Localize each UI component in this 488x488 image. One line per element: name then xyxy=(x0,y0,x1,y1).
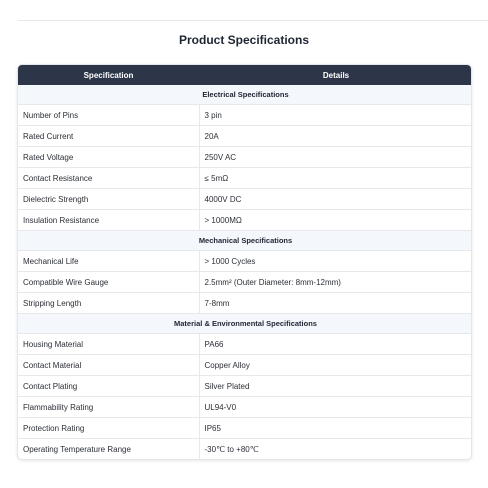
spec-name-cell: Flammability Rating xyxy=(18,397,199,418)
spec-value-cell: 4000V DC xyxy=(199,189,472,210)
header-specification: Specification xyxy=(18,65,199,85)
spec-name-cell: Mechanical Life xyxy=(18,251,199,272)
spec-name-cell: Housing Material xyxy=(18,334,199,355)
header-details: Details xyxy=(199,65,472,85)
top-divider xyxy=(18,20,488,21)
spec-value-cell: UL94-V0 xyxy=(199,397,472,418)
spec-name-cell: Rated Voltage xyxy=(18,147,199,168)
table-row xyxy=(18,210,472,231)
spec-name-cell: Contact Resistance xyxy=(18,168,199,189)
table-row xyxy=(18,189,472,210)
page-title: Product Specifications xyxy=(178,33,310,47)
spec-value-cell: Silver Plated xyxy=(199,376,472,397)
table-row xyxy=(18,418,472,439)
spec-value-cell: > 1000MΩ xyxy=(199,210,472,231)
table-row xyxy=(18,397,472,418)
section-heading: Mechanical Specifications xyxy=(18,231,472,251)
spec-value-cell: 250V AC xyxy=(199,147,472,168)
table-row xyxy=(18,376,472,397)
spec-name-cell: Contact Material xyxy=(18,355,199,376)
spec-name-cell: Number of Pins xyxy=(18,105,199,126)
table-row xyxy=(18,355,472,376)
table-row xyxy=(18,251,472,272)
section-header-row xyxy=(18,231,472,251)
spec-name-cell: Rated Current xyxy=(18,126,199,147)
table-row xyxy=(18,334,472,355)
spec-value-cell: ≤ 5mΩ xyxy=(199,168,472,189)
spec-value-cell: 3 pin xyxy=(199,105,472,126)
table-row xyxy=(18,439,472,460)
spec-name-cell: Operating Temperature Range xyxy=(18,439,199,460)
table-row xyxy=(18,126,472,147)
spec-table xyxy=(18,65,472,459)
table-row xyxy=(18,272,472,293)
table-row xyxy=(18,293,472,314)
table-row xyxy=(18,168,472,189)
section-header-row xyxy=(18,85,472,105)
section-header-row xyxy=(18,314,472,334)
spec-name-cell: Insulation Resistance xyxy=(18,210,199,231)
spec-value-cell: -30℃ to +80℃ xyxy=(204,444,259,454)
spec-name-cell: Stripping Length xyxy=(18,293,199,314)
spec-value-cell: 2.5mm² (Outer Diameter: 8mm-12mm) xyxy=(199,272,472,293)
spec-value-cell: IP65 xyxy=(199,418,472,439)
spec-value-cell: 20A xyxy=(199,126,472,147)
spec-value-cell: 7-8mm xyxy=(199,293,472,314)
spec-name-cell: Protection Rating xyxy=(18,418,199,439)
spec-name-cell: Compatible Wire Gauge xyxy=(18,272,199,293)
table-row xyxy=(18,147,472,168)
table-row xyxy=(18,105,472,126)
spec-table-container xyxy=(17,64,472,460)
spec-value-cell: Copper Alloy xyxy=(199,355,472,376)
table-body xyxy=(18,85,472,459)
section-heading: Electrical Specifications xyxy=(18,85,472,105)
section-heading: Material & Environmental Specifications xyxy=(18,314,472,334)
spec-value-cell: PA66 xyxy=(199,334,472,355)
spec-value-cell: > 1000 Cycles xyxy=(199,251,472,272)
table-header-row xyxy=(18,65,472,85)
spec-name-cell: Contact Plating xyxy=(18,376,199,397)
spec-name-cell: Dielectric Strength xyxy=(18,189,199,210)
